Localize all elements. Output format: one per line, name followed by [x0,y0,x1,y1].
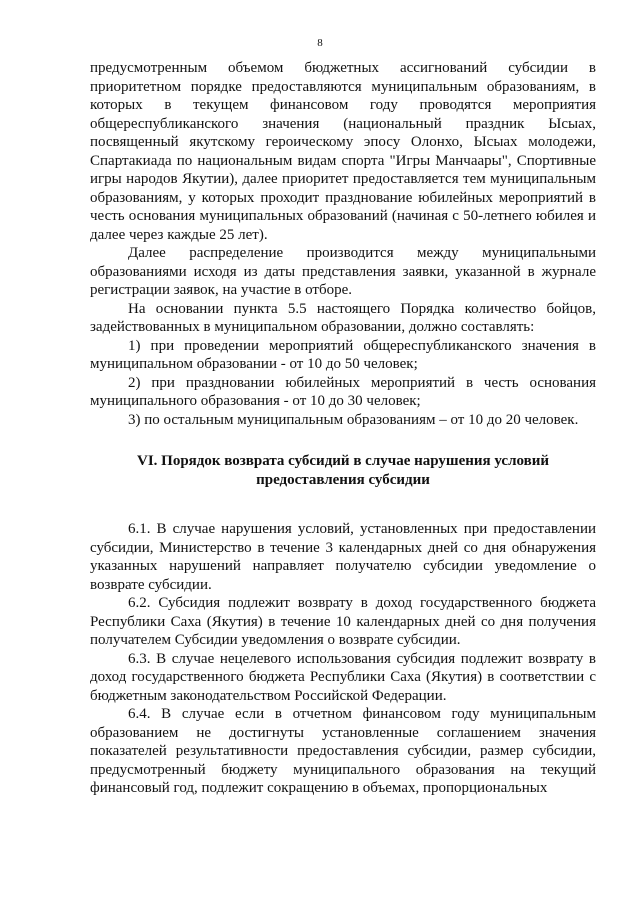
paragraph: 6.1. В случае нарушения условий, установленных при предоставлении субсидии, Министерство в течение 3 календарных дней со дня обнаружения указанных нарушений направляет получателю субсидии уведомление о возврате субсидии. [90,521,596,593]
section-heading [90,452,596,490]
list-item: 1) при проведении мероприятий общереспубликанского значения в муниципальном образовании - от 10 до 50 человек; [90,337,596,372]
paragraph: 6.4. В случае если в отчетном финансовом году муниципальным образованием не достигнуты установленные соглашением значения показателей результативности предоставления субсидии, размер субсидии, предусмотренный бюджету муниципального образования на текущий финансовый год, подлежит сокращению в объемах, пропорциональных [90,706,596,796]
document-body [90,59,596,798]
section-heading-line: предоставления субсидии [256,472,430,488]
paragraph: 6.3. В случае нецелевого использования субсидия подлежит возврату в доход государственного бюджета Республики Саха (Якутия) в соответствии с бюджетным законодательством Российской Федерации. [90,650,596,704]
paragraph: 6.2. Субсидия подлежит возврату в доход государственного бюджета Республики Саха (Якутия) в течение 10 календарных дней со дня получения получателем Субсидии уведомления о возврате субсидии. [90,595,596,648]
paragraph: Далее распределение производится между муниципальными образованиями исходя из даты представления заявки, указанной в журнале регистрации заявок, на участие в отборе. [90,245,596,298]
list-item: 2) при праздновании юбилейных мероприятий в честь основания муниципального образования - от 10 до 30 человек; [90,374,596,409]
list-item: 3) по остальным муниципальным образованиям – от 10 до 20 человек. [128,411,579,428]
page-number: 8 [317,37,323,49]
paragraph: На основании пункта 5.5 настоящего Порядка количество бойцов, задействованных в муниципальном образовании, должно составлять: [90,300,596,335]
paragraph: предусмотренным объемом бюджетных ассигнований субсидии в приоритетном порядке предоставляются муниципальным образованиям, в которых в текущем финансовом году проводятся мероприятия общереспубликанского значения (национальный праздник Ысыах, посвященный якутскому героическому эпосу Олонхо, Ысыах молодежи, Спартакиада по национальным видам спорта "Игры Манчаары", Спортивные игры народов Якутии), далее приоритет предоставляется тем муниципальным образованиям, у которых проходит празднование юбилейных мероприятий в честь основания муниципальных образований (начиная с 50-летнего юбилея и далее через каждые 25 лет). [90,60,596,243]
section-heading-line: VI. Порядок возврата субсидий в случае нарушения условий [136,453,550,469]
